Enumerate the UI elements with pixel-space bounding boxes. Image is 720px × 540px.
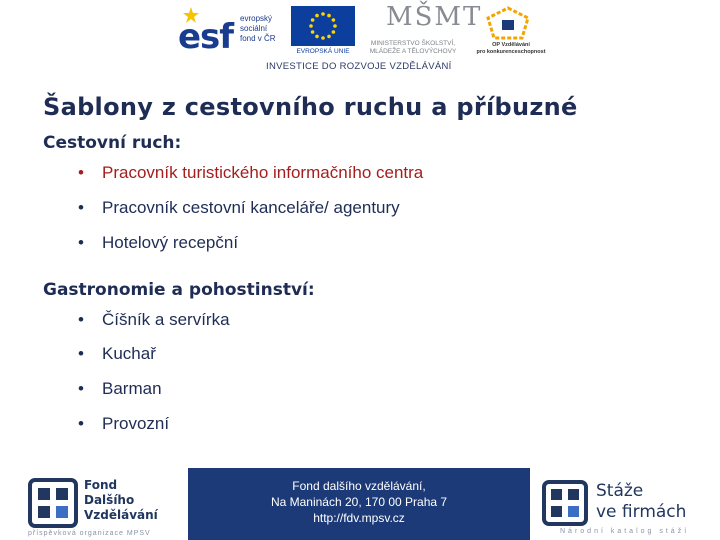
- list-item: • Provozní: [78, 414, 170, 433]
- esf-text: evropský sociální fond v ČR: [240, 14, 276, 43]
- op-logo: [476, 6, 546, 58]
- staze-subtitle: Národní katalog stáží: [560, 528, 690, 535]
- investice-tagline: INVESTICE DO ROZVOJE VZDĚLÁVÁNÍ: [266, 61, 452, 72]
- footer-url[interactable]: http://fdv.mpsv.cz: [313, 511, 405, 525]
- staze-name: Stáže ve firmách: [596, 481, 687, 522]
- slide-title: Šablony z cestovního ruchu a příbuzné: [43, 93, 578, 121]
- fdv-logo-icon: [28, 478, 78, 528]
- fdv-logo: [28, 478, 168, 538]
- esf-logo: [178, 6, 286, 56]
- eu-flag-icon: [291, 6, 355, 46]
- bullet: •: [78, 163, 84, 182]
- footer-address-band: [188, 468, 530, 540]
- op-mark-icon: [484, 6, 532, 40]
- footer-address: Na Maninách 20, 170 00 Praha 7: [270, 495, 448, 509]
- list-item: • Hotelový recepční: [78, 233, 239, 252]
- eu-logo: [291, 6, 355, 58]
- section-heading-gastronomie: Gastronomie a pohostinství:: [43, 280, 315, 300]
- list-item: • Pracovník cestovní kanceláře/ agentury: [78, 198, 400, 217]
- list-item: • Číšník a servírka: [78, 310, 230, 329]
- list-item: • Pracovník turistického informačního centra: [78, 163, 424, 182]
- op-label: OP Vzdělávání pro konkurenceschopnost: [476, 42, 546, 55]
- esf-mark: esf: [178, 17, 234, 57]
- section-heading-cestovni-ruch: Cestovní ruch:: [43, 133, 182, 153]
- fdv-name: Fond Dalšího Vzdělávání: [84, 478, 158, 522]
- msmt-logo: [358, 2, 483, 60]
- eu-label: EVROPSKÁ UNIE: [296, 48, 350, 55]
- msmt-mark: MŠMT: [386, 2, 483, 32]
- msmt-label: MINISTERSTVO ŠKOLSTVÍ, MLÁDEŽE A TĚLOVÝCHOVY: [369, 40, 457, 55]
- staze-logo-icon: [542, 480, 588, 526]
- bullet: •: [78, 198, 84, 217]
- bullet: •: [78, 344, 84, 363]
- footer-org: Fond dalšího vzdělávání,: [292, 479, 426, 493]
- staze-logo: [540, 478, 720, 540]
- bullet: •: [78, 233, 84, 252]
- list-item: • Barman: [78, 379, 162, 398]
- list-item: • Kuchař: [78, 344, 156, 363]
- bullet: •: [78, 310, 84, 329]
- header-logos: [0, 0, 720, 78]
- fdv-subtitle: příspěvková organizace MPSV: [28, 530, 151, 537]
- bullet: •: [78, 414, 84, 433]
- bullet: •: [78, 379, 84, 398]
